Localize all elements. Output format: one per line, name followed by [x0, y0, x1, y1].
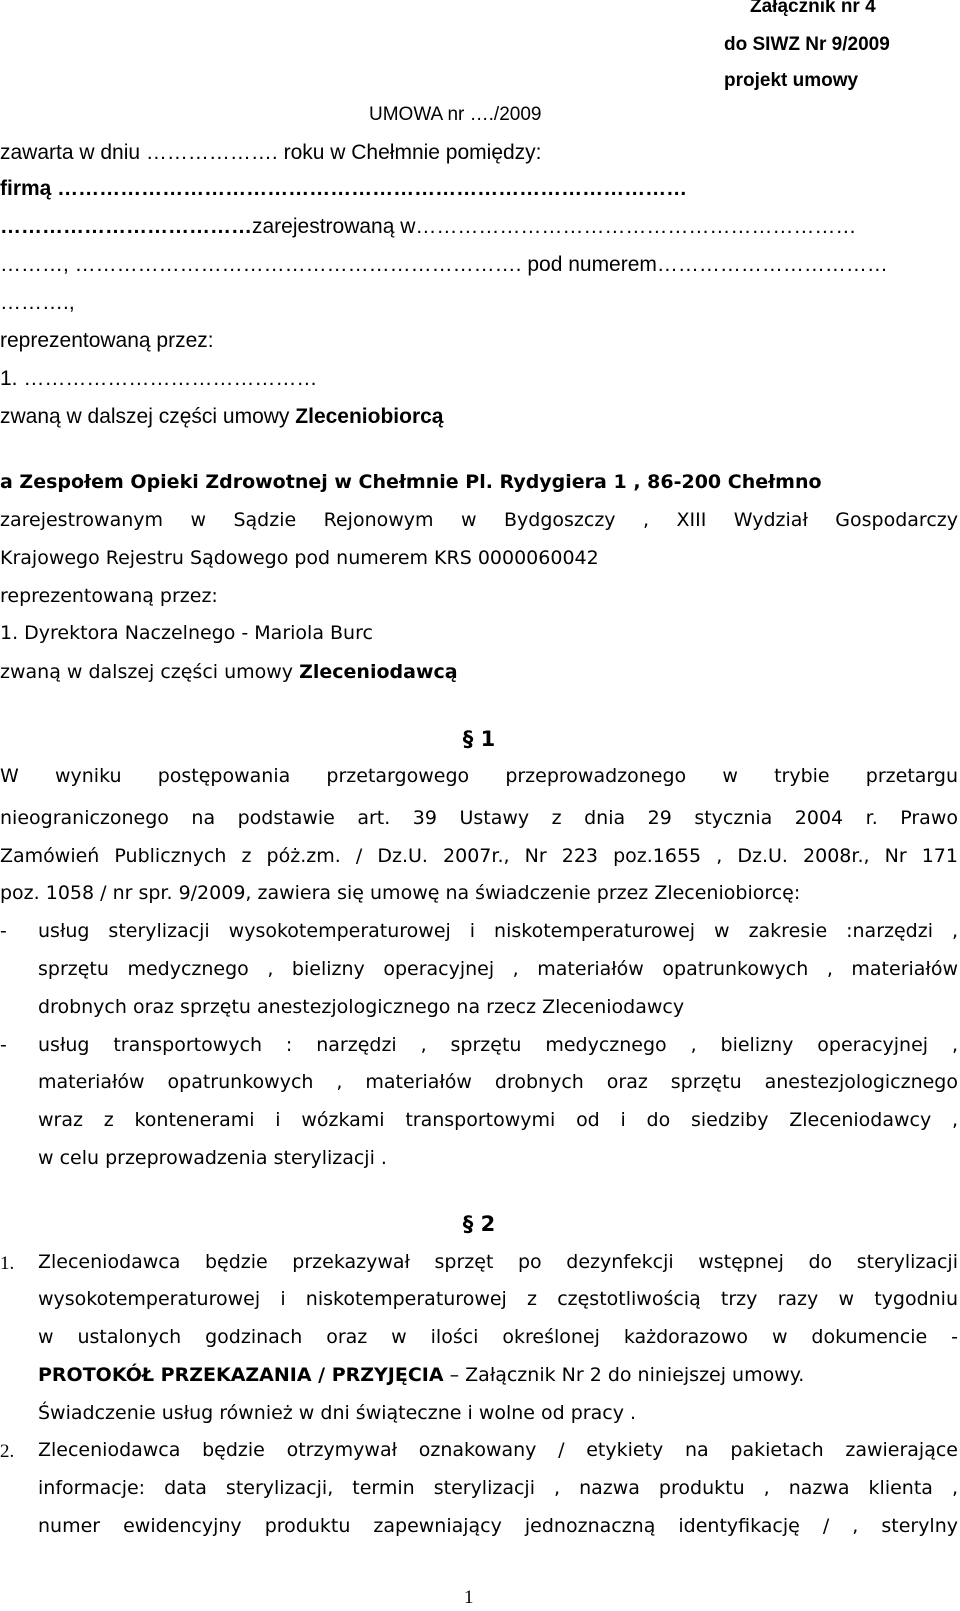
- date-line: zawarta w dniu ………………. roku w Chełmnie pomiędzy:: [0, 141, 542, 164]
- client-called-text: zwaną w dalszej części umowy: [0, 661, 294, 683]
- project-label: projekt umowy: [724, 70, 859, 91]
- client-name-line: a Zespołem Opieki Zdrowotnej w Chełmnie Pl. Rydygiera 1 , 86-200 Chełmno: [0, 471, 822, 493]
- number-line: ………, ………………………………………………………. pod numerem……………………………: [0, 253, 888, 276]
- bullet-dash: -: [0, 1034, 7, 1056]
- section-1-line: Zamówień Publicznych z póż.zm. / Dz.U. 2007r., Nr 223 poz.1655 , Dz.U. 2008r., Nr 171: [0, 845, 958, 867]
- bullet-line: usług transportowych : narzędzi , sprzętu medycznego , bielizny operacyjnej ,: [38, 1034, 958, 1056]
- bullet-line: w celu przeprowadzenia sterylizacji .: [38, 1147, 387, 1169]
- client-called: [0, 659, 458, 685]
- item-line: wysokotemperaturowej i niskotemperaturowej z częstotliwością trzy razy w tygodniu: [38, 1288, 958, 1310]
- item-line: w ustalonych godzinach oraz w ilości określonej każdorazowo w dokumencie -: [38, 1326, 958, 1348]
- number-continuation: ……….,: [0, 291, 75, 314]
- client-represented: reprezentowaną przez:: [0, 585, 218, 607]
- item-line: Zleceniodawca będzie przekazywał sprzęt po dezynfekcji wstępnej do sterylizacji: [38, 1251, 958, 1273]
- bullet-line: drobnych oraz sprzętu anestezjologicznego na rzecz Zleceniodawcy: [38, 996, 685, 1018]
- client-registration-1: zarejestrowanym w Sądzie Rejonowym w Bydgoszczy , XIII Wydział Gospodarczy: [0, 509, 958, 531]
- bullet-line: materiałów opatrunkowych , materiałów drobnych oraz sprzętu anestezjologicznego: [38, 1071, 958, 1093]
- client-role: Zleceniodawcą: [299, 661, 458, 683]
- item-number: 2.: [0, 1441, 15, 1462]
- item-line: [38, 1362, 804, 1388]
- contractor-role: Zleceniobiorcą: [295, 405, 444, 428]
- contractor-represented: reprezentowaną przez:: [0, 329, 214, 352]
- bullet-line: sprzętu medycznego , bielizny operacyjnej , materiałów opatrunkowych , materiałów: [38, 958, 958, 980]
- attachment-label: Załącznik nr 4: [750, 0, 876, 17]
- item-line: Zleceniodawca będzie otrzymywał oznakowany / etykiety na pakietach zawierające: [38, 1439, 958, 1461]
- section-1-title: § 1: [462, 727, 496, 751]
- registration-line: [0, 214, 935, 240]
- contractor-called: [0, 404, 444, 430]
- siwz-label: do SIWZ Nr 9/2009: [724, 34, 890, 55]
- item-line: numer ewidencyjny produktu zapewniający jednoznaczną identyfikację / , sterylny: [38, 1515, 958, 1537]
- firm-line: firmą ………………………………………………………………………………: [0, 177, 688, 200]
- protocol-annex: – Załącznik Nr 2 do niniejszej umowy.: [443, 1364, 805, 1386]
- item-number: 1.: [0, 1253, 15, 1274]
- section-1-line: poz. 1058 / nr spr. 9/2009, zawiera się umowę na świadczenie przez Zleceniobiorcę:: [0, 882, 801, 904]
- registration-text: zarejestrowaną w………………………………………………………: [252, 215, 857, 238]
- registration-dots: ………………………………: [0, 215, 252, 238]
- section-1-line: nieograniczonego na podstawie art. 39 Ustawy z dnia 29 stycznia 2004 r. Prawo: [0, 807, 958, 829]
- item-line: informacje: data sterylizacji, termin sterylizacji , nazwa produktu , nazwa klienta ,: [38, 1477, 958, 1499]
- bullet-line: wraz z kontenerami i wózkami transportowymi od i do siedziby Zleceniodawcy ,: [38, 1109, 958, 1131]
- bullet-dash: -: [0, 920, 7, 942]
- contractor-person: 1. ……………………………………: [0, 367, 318, 390]
- item-line: Świadczenie usług również w dni świąteczne i wolne od pracy .: [38, 1402, 637, 1424]
- section-1-line: W wyniku postępowania przetargowego przeprowadzonego w trybie przetargu: [0, 765, 958, 787]
- contract-title: UMOWA nr …./2009: [369, 104, 542, 125]
- protocol-name: PROTOKÓŁ PRZEKAZANIA / PRZYJĘCIA: [38, 1364, 444, 1386]
- section-2-title: § 2: [462, 1212, 496, 1236]
- bullet-line: usług sterylizacji wysokotemperaturowej i niskotemperaturowej w zakresie :narzędzi ,: [38, 920, 958, 942]
- client-person: 1. Dyrektora Naczelnego - Mariola Burc: [0, 622, 373, 644]
- page-number: 1: [464, 1587, 474, 1608]
- contractor-called-text: zwaną w dalszej części umowy: [0, 405, 290, 428]
- client-registration-2: Krajowego Rejestru Sądowego pod numerem KRS 0000060042: [0, 547, 599, 569]
